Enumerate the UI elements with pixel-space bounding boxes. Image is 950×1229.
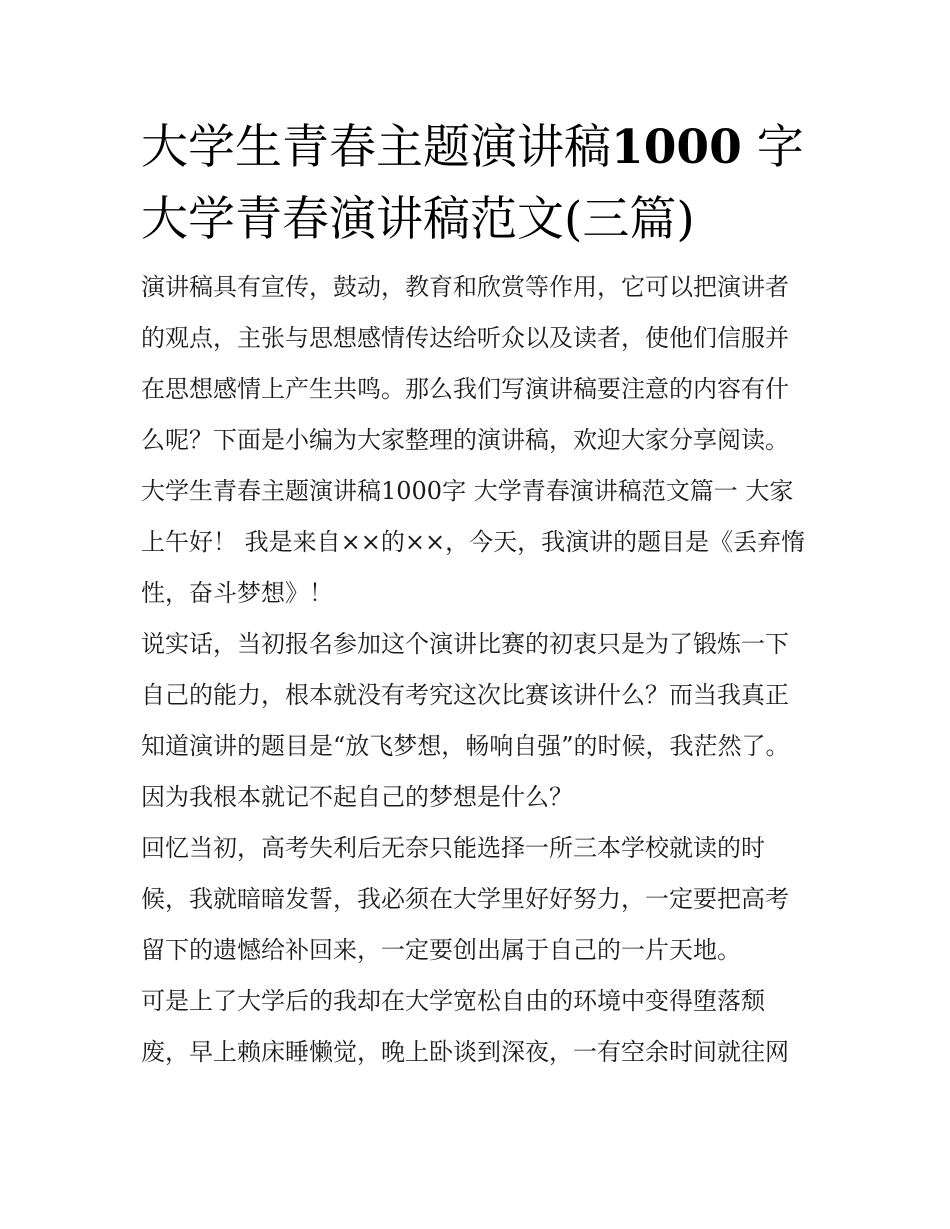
paragraph-line: 性，奋斗梦想》！ xyxy=(141,579,333,607)
paragraph-line: 留下的遗憾给补回来，一定要创出属于自己的一片天地。 xyxy=(141,936,741,964)
paragraph-line: 知道演讲的题目是“放飞梦想，畅响自强”的时候，我茫然了。 xyxy=(141,732,790,760)
paragraph-line: 在思想感情上产生共鸣。那么我们写演讲稿要注意的内容有什 xyxy=(141,375,789,403)
paragraph-line: 回忆当初，高考失利后无奈只能选择一所三本学校就读的时 xyxy=(141,834,765,862)
paragraph-line: 候，我就暗暗发誓，我必须在大学里好好努力，一定要把高考 xyxy=(141,885,789,913)
paragraph-line: 废，早上赖床睡懒觉，晚上卧谈到深夜，一有空余时间就往网 xyxy=(141,1038,789,1066)
paragraph-recollection xyxy=(141,823,813,976)
paragraph-line: 大学生青春主题演讲稿1000字 大学青春演讲稿范文篇一 大家 xyxy=(141,477,794,505)
paragraph-intro xyxy=(141,262,813,466)
paragraph-line: 上午好！ 我是来自××的××，今天，我演讲的题目是《丢弃惰 xyxy=(141,528,806,556)
paragraph-line: 的观点，主张与思想感情传达给听众以及读者，使他们信服并 xyxy=(141,324,789,352)
title-line-1-prefix: 大学生青春主题演讲稿 xyxy=(141,120,611,175)
document-content xyxy=(141,112,813,1078)
paragraph-line: 说实话，当初报名参加这个演讲比赛的初衷只是为了锻炼一下 xyxy=(141,630,789,658)
title-line-1 xyxy=(141,112,813,184)
paragraph-college-life xyxy=(141,976,813,1078)
document-title xyxy=(141,112,813,256)
paragraph-line: 可是上了大学后的我却在大学宽松自由的环境中变得堕落颓 xyxy=(141,987,765,1015)
paragraph-line: 因为我根本就记不起自己的梦想是什么？ xyxy=(141,783,573,811)
paragraph-line: 自己的能力，根本就没有考究这次比赛该讲什么？而当我真正 xyxy=(141,681,789,709)
paragraph-line: 演讲稿具有宣传，鼓动，教育和欣赏等作用，它可以把演讲者 xyxy=(141,273,789,301)
paragraph-line: 么呢？下面是小编为大家整理的演讲稿，欢迎大家分享阅读。 xyxy=(141,426,789,454)
paragraph-speech-opening xyxy=(141,466,813,619)
title-line-2: 大学青春演讲稿范文(三篇) xyxy=(141,192,695,247)
title-line-1-number: 1000 xyxy=(611,120,742,175)
paragraph-motivation xyxy=(141,619,813,823)
title-line-1-suffix: 字 xyxy=(741,120,804,175)
